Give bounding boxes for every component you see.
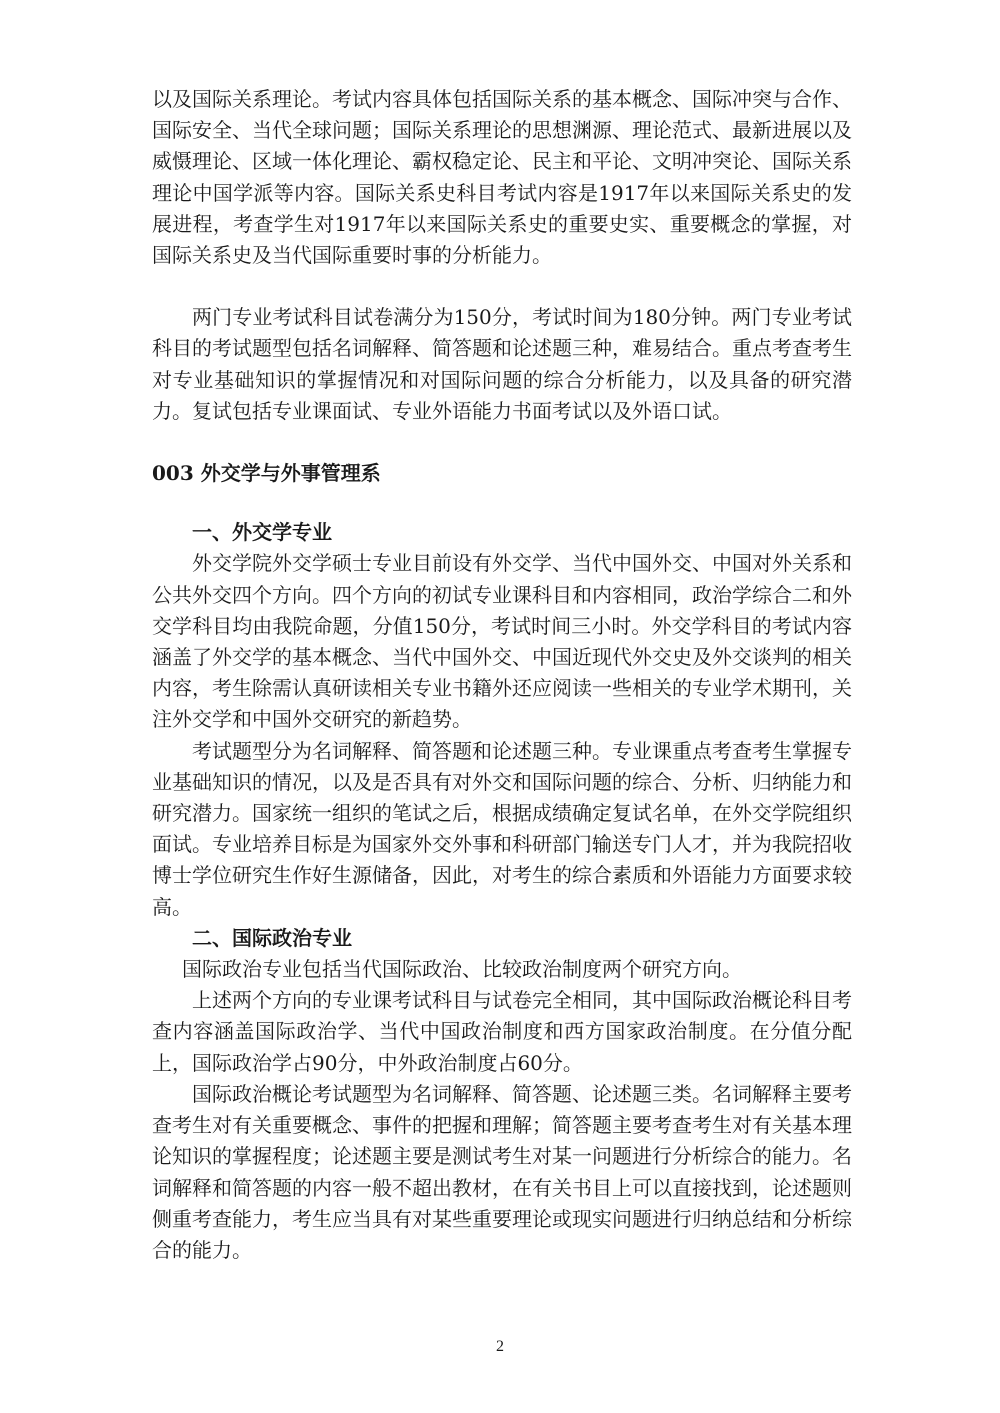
document-page [152,84,852,1266]
section-heading-diplomacy: 一、外交学专业 [192,520,332,545]
paragraph-intl-politics-directions: 国际政治专业包括当代国际政治、比较政治制度两个研究方向。 [182,957,742,982]
section-heading-intl-politics: 二、国际政治专业 [192,925,352,950]
paragraph-diplomacy-exam: 考试题型分为名词解释、简答题和论述题三种。专业课重点考查考生掌握专业基础知识的情况，以及是否具有对外交和国际问题的综合、分析、归纳能力和研究潜力。国家统一组织的笔试之后，根据成绩确定复试名单，在外交学院组织面试。专业培养目标是为国家外交外事和科研部门输送专门人才，并为我院招收博士学位研究生作好生源储备，因此，对考生的综合素质和外语能力方面要求较高。 [152,738,852,919]
paragraph-intl-politics-subjects: 上述两个方向的专业课考试科目与试卷完全相同，其中国际政治概论科目考查内容涵盖国际政治学、当代中国政治制度和西方国家政治制度。在分值分配上，国际政治学占90分，中外政治制度占60分。 [152,988,852,1075]
department-heading: 003 外交学与外事管理系 [152,461,381,486]
paragraph-ir-exam-content: 以及国际关系理论。考试内容具体包括国际关系的基本概念、国际冲突与合作、国际安全、当代全球问题；国际关系理论的思想渊源、理论范式、最新进展以及威慑理论、区域一体化理论、霸权稳定论、民主和平论、文明冲突论、国际关系理论中国学派等内容。国际关系史科目考试内容是1917年以来国际关系史的发展进程，考查学生对1917年以来国际关系史的重要史实、重要概念的掌握，对国际关系史及当代国际重要时事的分析能力。 [152,87,852,268]
paragraph-diplomacy-intro: 外交学院外交学硕士专业目前设有外交学、当代中国外交、中国对外关系和公共外交四个方向。四个方向的初试专业课科目和内容相同，政治学综合二和外交学科目均由我院命题，分值150分，考试时间三小时。外交学科目的考试内容涵盖了外交学的基本概念、当代中国外交、中国近现代外交史及外交谈判的相关内容，考生除需认真研读相关专业书籍外还应阅读一些相关的专业学术期刊，关注外交学和中国外交研究的新趋势。 [152,551,852,732]
paragraph-exam-format: 两门专业考试科目试卷满分为150分，考试时间为180分钟。两门专业考试科目的考试题型包括名词解释、简答题和论述题三种，难易结合。重点考查考生对专业基础知识的掌握情况和对国际问题的综合分析能力，以及具备的研究潜力。复试包括专业课面试、专业外语能力书面考试以及外语口试。 [152,305,852,423]
paragraph-intl-politics-exam-types: 国际政治概论考试题型为名词解释、简答题、论述题三类。名词解释主要考查考生对有关重要概念、事件的把握和理解；简答题主要考查考生对有关基本理论知识的掌握程度；论述题主要是测试考生对某一问题进行分析综合的能力。名词解释和简答题的内容一般不超出教材，在有关书目上可以直接找到，论述题则侧重考查能力，考生应当具有对某些重要理论或现实问题进行归纳总结和分析综合的能力。 [152,1081,852,1262]
page-number: 2 [496,1338,504,1355]
